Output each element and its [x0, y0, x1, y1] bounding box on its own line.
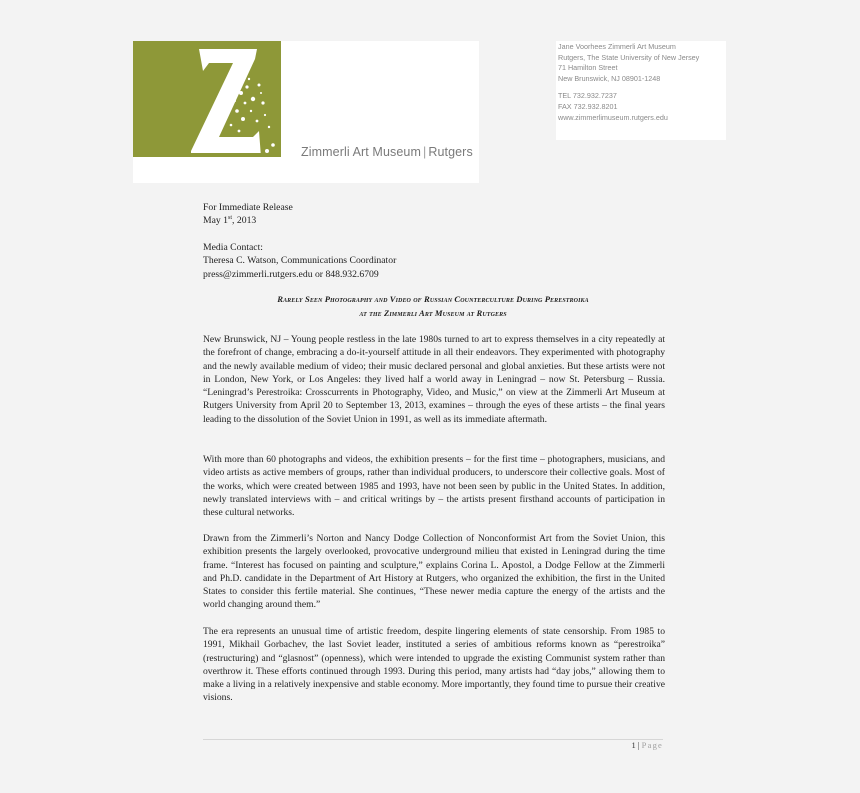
address-line: Rutgers, The State University of New Jersey — [558, 52, 700, 62]
page-number: 1 | Page — [631, 740, 663, 750]
letterhead-address — [556, 41, 726, 140]
address-line: Jane Voorhees Zimmerli Art Museum — [558, 42, 676, 51]
museum-name: Zimmerli Art Museum — [301, 145, 421, 159]
museum-logo — [133, 41, 479, 183]
contact-line-fax: FAX 732.932.8201 — [558, 101, 618, 111]
address-line: New Brunswick, NJ 08901-1248 — [558, 73, 661, 83]
logo-green-panel — [133, 41, 281, 157]
logo-divider: | — [422, 145, 427, 159]
contact-line-tel: TEL 732.932.7237 — [558, 91, 617, 101]
address-line: 71 Hamilton Street — [558, 63, 618, 73]
release-label: For Immediate Release — [203, 202, 293, 213]
body-paragraph: Drawn from the Zimmerli’s Norton and Nancy Dodge Collection of Nonconformist Art from the Soviet Union, this exhibition presents the largely overlooked, provocative underground milieu that existed in Leningrad during the time frame. “Interest has focused on painting and sculpture,” explains Corina L. Apostol, a Dodge Fellow at the Zimmerli and Ph.D. candidate in the Department of Art History at Rutgers, who organized the exhibition, the first in the United States to consider this fertile material. She continues, “These newer media capture the energy of the artists and the world changing around them.” — [203, 533, 665, 611]
contact-heading: Media Contact: — [203, 242, 263, 253]
press-release-headline — [203, 293, 663, 320]
logo-z-mark — [133, 41, 281, 157]
media-contact — [203, 241, 663, 281]
contact-line-web: www.zimmerlimuseum.rutgers.edu — [558, 112, 668, 122]
contact-name: Theresa C. Watson, Communications Coordinator — [203, 255, 397, 267]
university-name: Rutgers — [428, 145, 473, 159]
body-paragraph: The era represents an unusual time of artistic freedom, despite lingering elements of state censorship. From 1985 to 1991, Mikhail Gorbachev, the last Soviet leader, instituted a series of ambitious reforms known as “perestroika” (restructuring) and “glasnost” (openness), which were intended to upgrade the existing Communist system rather than overthrow it. These efforts continued through 1993. During this period, many artists had “day jobs,” allowing them to make a living in a relatively inexpensive and stable economy. More importantly, they found time to pursue their creative visions. — [203, 626, 665, 704]
release-date: May 1st, 2013 — [203, 215, 257, 227]
release-info — [203, 201, 663, 228]
footer-divider — [203, 739, 663, 740]
logo-wordmark — [301, 145, 473, 159]
headline-line-2: at the Zimmerli Art Museum at Rutgers — [359, 307, 507, 318]
contact-details: press@zimmerli.rutgers.edu or 848.932.6709 — [203, 268, 379, 280]
headline-line-1: Rarely Seen Photography and Video of Russian Counterculture During Perestroika — [277, 294, 589, 304]
body-paragraph: With more than 60 photographs and videos, the exhibition presents – for the first time – photographers, musicians, and video artists as active members of groups, rather than individual producers, to underscore their collective goals. Most of the works, which were created between 1985 and 1993, have not been seen by public in the United States. In addition, newly translated interviews with – and critical writings by – the artists present firsthand accounts of participation in these cultural networks. — [203, 454, 665, 518]
body-paragraph: New Brunswick, NJ – Young people restless in the late 1980s turned to art to express themselves in a city repeatedly at the forefront of change, embracing a do-it-yourself attitude in all their endeavors. They experimented with photography and the newly available medium of video; their music declared personal and global anxieties. But these artists were not in London, New York, or Los Angeles: they lived half a world away in Leningrad – now St. Petersburg – Russia. “Leningrad’s Perestroika: Crosscurrents in Photography, Video, and Music,” on view at the Zimmerli Art Museum at Rutgers University from April 20 to September 13, 2013, examines – through the eyes of these artists – the final years leading to the dissolution of the Soviet Union in 1991, as well as its immediate aftermath. — [203, 334, 665, 425]
